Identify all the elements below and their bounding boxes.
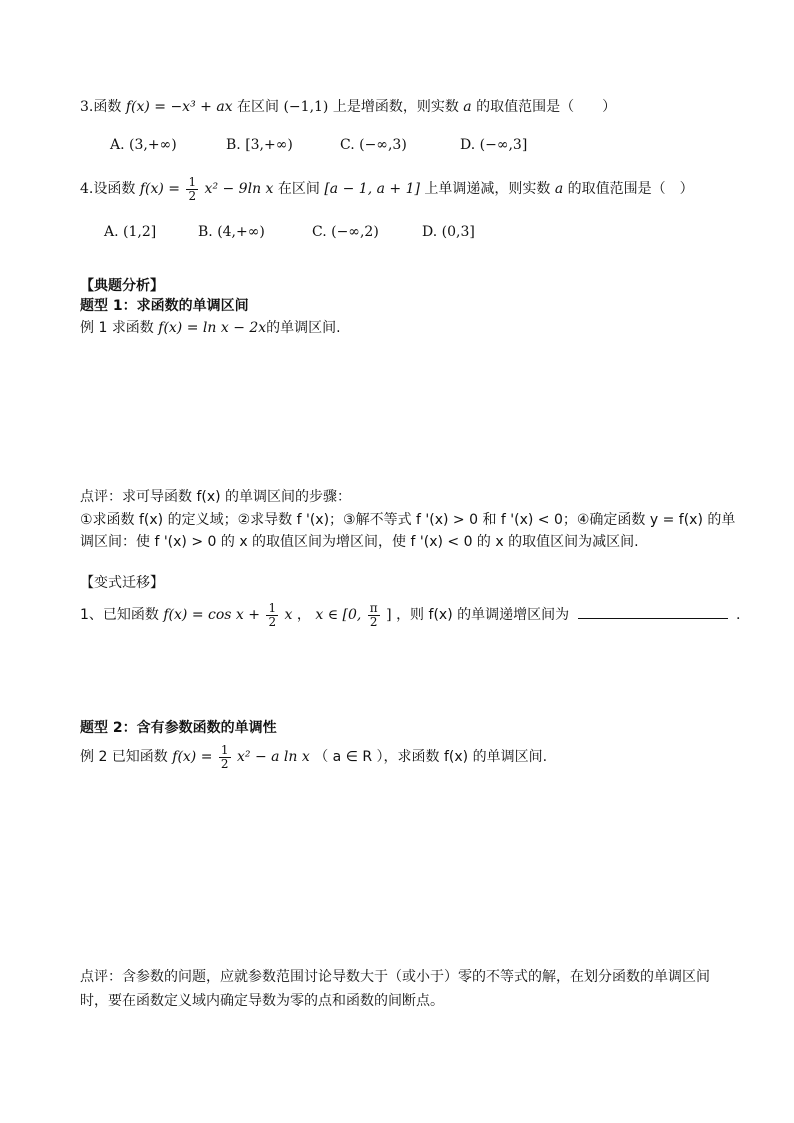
q4-option-b: B. (4,+∞) (198, 224, 265, 240)
example-2-text-2: ，求函数 f(x) 的单调区间. (383, 749, 548, 765)
q3-option-a: A. (3,+∞) (110, 137, 177, 153)
variant-1-sep: ， (296, 607, 311, 623)
variant-1-frac-num: 1 (268, 600, 277, 615)
variant-1 (80, 600, 740, 630)
variant-1-formula-lhs: f(x) = cos x + (163, 607, 260, 623)
variant-1-formula-rhs: x (284, 607, 293, 623)
variant-1-suffix: . (736, 607, 741, 623)
q4-formula-rhs: x² − 9ln x (204, 181, 274, 197)
example-2-fraction (219, 744, 231, 771)
q4-var: a (554, 181, 564, 197)
q4-suffix: 的取值范围是（ ） (567, 181, 694, 197)
example-1-text-1: 求函数 (111, 320, 154, 336)
q4-frac-num: 1 (188, 174, 197, 189)
example-2-formula-rhs: x² − a ln x (237, 749, 310, 765)
type1-comment-line-3: 调区间：使 f '(x) > 0 的 x 的取值区间为增区间，使 f '(x) < 0 的 x 的取值区间为减区间. (80, 534, 639, 550)
q3-var: a (463, 99, 472, 115)
variant-1-prefix: 1、已知函数 (80, 607, 159, 623)
variant-1-frac-den: 2 (268, 614, 277, 629)
q3-suffix: 的取值范围是（ ） (476, 99, 617, 115)
q3-interval: (−1,1) (283, 99, 329, 115)
type1-title: 题型 1：求函数的单调区间 (80, 298, 249, 314)
example-2-text-1: 已知函数 (111, 749, 168, 765)
example-2-formula-lhs: f(x) = (172, 749, 213, 765)
q4-option-a: A. (1,2] (104, 224, 157, 240)
q4-formula-lhs: f(x) = (139, 181, 180, 197)
example-2-label: 例 2 (80, 749, 108, 765)
q3-mid1: 在区间 (237, 99, 280, 115)
type1-comment-line-2: ①求函数 f(x) 的定义域；②求导数 f '(x)；③解不等式 f '(x) > 0 和 f '(x) < 0；④确定函数 y = f(x) 的单 (80, 512, 736, 528)
variant-1-answer-blank[interactable] (578, 604, 728, 619)
type2-comment: 点评：含参数的问题，应就参数范围讨论导数大于（或小于）零的不等式的解，在划分函数的单调区间时，要在函数定义域内确定导数为零的点和函数的间断点。 (80, 969, 710, 1009)
q4-fraction (186, 176, 198, 203)
section-variant-heading: 【变式迁移】 (80, 575, 164, 591)
q3-option-c: C. (−∞,3) (340, 137, 407, 153)
type2-title: 题型 2：含有参数函数的单调性 (80, 720, 277, 736)
q4-mid2: 上单调递减，则实数 (424, 181, 551, 197)
variant-1-dom-den: 2 (369, 614, 378, 629)
variant-1-fraction (266, 602, 278, 629)
q3-option-b: B. [3,+∞) (226, 137, 293, 153)
q4-prefix: 4.设函数 (80, 181, 136, 197)
example-2-paren: （ a ∈ R ） (314, 749, 384, 765)
variant-1-domain-lhs: x ∈ [0, (315, 607, 362, 623)
q4-mid1: 在区间 (277, 181, 320, 197)
type1-comment-line-1: 点评：求可导函数 f(x) 的单调区间的步骤： (80, 489, 352, 505)
question-3 (80, 97, 616, 117)
q4-option-c: C. (−∞,2) (312, 224, 379, 240)
q3-option-d: D. (−∞,3] (460, 137, 528, 153)
variant-1-domain-fraction (368, 602, 380, 629)
example-1 (80, 318, 341, 338)
q4-frac-den: 2 (188, 188, 197, 203)
variant-1-domain-rhs: ] (386, 607, 392, 623)
q3-formula: f(x) = −x³ + ax (125, 99, 233, 115)
q3-prefix: 3.函数 (80, 99, 122, 115)
q3-mid2: 上是增函数，则实数 (332, 99, 459, 115)
section-analysis-heading: 【典题分析】 (80, 278, 164, 294)
variant-1-dom-num: π (369, 600, 378, 615)
example-2-frac-num: 1 (220, 742, 229, 757)
example-2-frac-den: 2 (220, 756, 229, 771)
example-1-formula: f(x) = ln x − 2x (158, 320, 267, 336)
example-1-label: 例 1 (80, 320, 108, 336)
variant-1-mid: ，则 f(x) 的单调递增区间为 (396, 607, 570, 623)
q4-option-d: D. (0,3] (422, 224, 475, 240)
example-1-text-2: 的单调区间. (266, 320, 341, 336)
question-4 (80, 174, 694, 204)
q4-interval: [a − 1, a + 1] (324, 181, 420, 197)
example-2 (80, 742, 547, 772)
